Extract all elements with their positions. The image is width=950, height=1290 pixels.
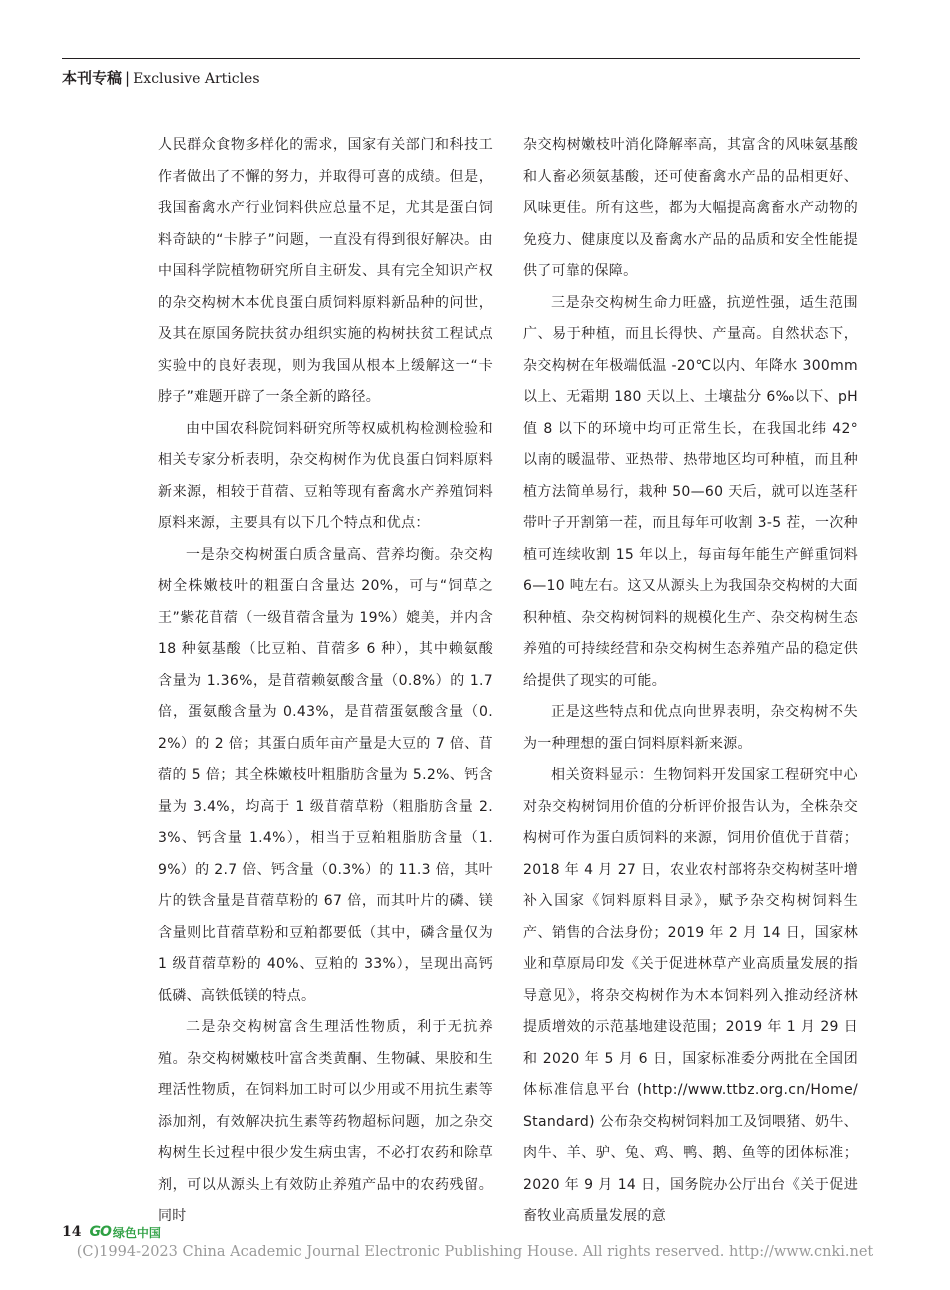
left-paragraph-1: 人民群众食物多样化的需求，国家有关部门和科技工作者做出了不懈的努力，并取得可喜的成绩。但是，我国畜禽水产行业饲料供应总量不足，尤其是蛋白饲料奇缺的“卡脖子”问题，一直没有得到很好解决。由中国科学院植物研究所自主研发、具有完全知识产权的杂交构树木本优良蛋白质饲料原料新品种的问世，及其在原国务院扶贫办组织实施的构树扶贫工程试点实验中的良好表现，则为我国从根本上缓解这一“卡脖子”难题开辟了一条全新的路径。 (158, 137, 493, 405)
left-paragraph-2: 由中国农科院饲料研究所等权威机构检测检验和相关专家分析表明，杂交构树作为优良蛋白饲料原料新来源，相较于苜蓿、豆粕等现有畜禽水产养殖饲料原料来源，主要具有以下几个特点和优点： (158, 420, 493, 531)
page-footer (62, 1221, 161, 1243)
magazine-logo (89, 1224, 160, 1241)
logo-text: 绿色中国 (112, 1225, 161, 1240)
section-title-cn: 本刊专稿 (62, 69, 123, 87)
section-title-en: Exclusive Articles (133, 71, 260, 87)
header-separator: | (125, 69, 131, 87)
left-paragraph-3: 一是杂交构树蛋白质含量高、营养均衡。杂交构树全株嫩枝叶的粗蛋白含量达 20%，可与“饲草之王”紫花苜蓿（一级苜蓿含量为 19%）媲美，并内含 18 种氨基酸（比豆粕、苜蓿多 6 种），其中赖氨酸含量为 1.36%，是苜蓿赖氨酸含量（0.8%）的 1.7 倍，蛋氨酸含量为 0.43%，是苜蓿蛋氨酸含量（0.2%）的 2 倍；其蛋白质年亩产量是大豆的 7 倍、苜蓿的 5 倍；其全株嫩枝叶粗脂肪含量为 5.2%、钙含量为 3.4%，均高于 1 级苜蓿草粉（粗脂肪含量 2.3%、钙含量 1.4%），相当于豆粕粗脂肪含量（1.9%）的 2.7 倍、钙含量（0.3%）的 11.3 倍，其叶片的铁含量是苜蓿草粉的 67 倍，而其叶片的磷、镁含量则比苜蓿草粉和豆粕都要低（其中，磷含量仅为 1 级苜蓿草粉的 40%、豆粕的 33%），呈现出高钙低磷、高铁低镁的特点。 (158, 546, 493, 1004)
right-paragraph-1: 杂交构树嫩枝叶消化降解率高，其富含的风味氨基酸和人畜必须氨基酸，还可使畜禽水产品的品相更好、风味更佳。所有这些，都为大幅提高禽畜水产动物的免疫力、健康度以及畜禽水产品的品质和安全性能提供了可靠的保障。 (523, 137, 858, 279)
right-paragraph-4: 相关资料显示：生物饲料开发国家工程研究中心对杂交构树饲用价值的分析评价报告认为，全株杂交构树可作为蛋白质饲料的来源，饲用价值优于苜蓿；2018 年 4 月 27 日，农业农村部将杂交构树茎叶增补入国家《饲料原料目录》，赋予杂交构树饲料生产、销售的合法身份；2019 年 2 月 14 日，国家林业和草原局印发《关于促进林草产业高质量发展的指导意见》，将杂交构树作为木本饲料列入推动经济林提质增效的示范基地建设范围；2019 年 1 月 29 日和 2020 年 5 月 6 日，国家标准委分两批在全国团体标准信息平台 (http://www.ttbz.org.cn/Home/Standard) 公布杂交构树饲料加工及饲喂猪、奶牛、肉牛、羊、驴、兔、鸡、鸭、鹅、鱼等的团体标准；2020 年 9 月 14 日，国务院办公厅出台《关于促进畜牧业高质量发展的意 (523, 767, 858, 1224)
copyright-notice: (C)1994-2023 China Academic Journal Electronic Publishing House. All rights reserved. http://www.cnki.net (76, 1244, 874, 1260)
left-column (158, 130, 493, 1233)
left-paragraph-4: 二是杂交构树富含生理活性物质，利于无抗养殖。杂交构树嫩枝叶富含类黄酮、生物碱、果胶和生理活性物质，在饲料加工时可以少用或不用抗生素等添加剂，有效解决抗生素等药物超标问题，加之杂交构树生长过程中很少发生病虫害，不必打农药和除草剂，可以从源头上有效防止养殖产品中的农药残留。同时 (158, 1019, 493, 1224)
go-logo-icon: GO (89, 1224, 111, 1240)
right-paragraph-3: 正是这些特点和优点向世界表明，杂交构树不失为一种理想的蛋白饲料原料新来源。 (523, 704, 858, 752)
running-header (62, 68, 260, 88)
header-rule (62, 58, 860, 59)
right-paragraph-2: 三是杂交构树生命力旺盛，抗逆性强，适生范围广、易于种植，而且长得快、产量高。自然状态下，杂交构树在年极端低温 -20℃以内、年降水 300mm 以上、无霜期 180 天以上、土壤盐分 6‰以下、pH 值 8 以下的环境中均可正常生长，在我国北纬 42° 以南的暖温带、亚热带、热带地区均可种植，而且种植方法简单易行，栽种 50—60 天后，就可以连茎秆带叶子开割第一茬，而且每年可收割 3-5 茬，一次种植可连续收割 15 年以上，每亩每年能生产鲜重饲料 6—10 吨左右。这又从源头上为我国杂交构树的大面积种植、杂交构树饲料的规模化生产、杂交构树生态养殖的可持续经营和杂交构树生态养殖产品的稳定供给提供了现实的可能。 (523, 294, 858, 689)
page-number: 14 (62, 1224, 82, 1240)
right-column (523, 130, 858, 1233)
